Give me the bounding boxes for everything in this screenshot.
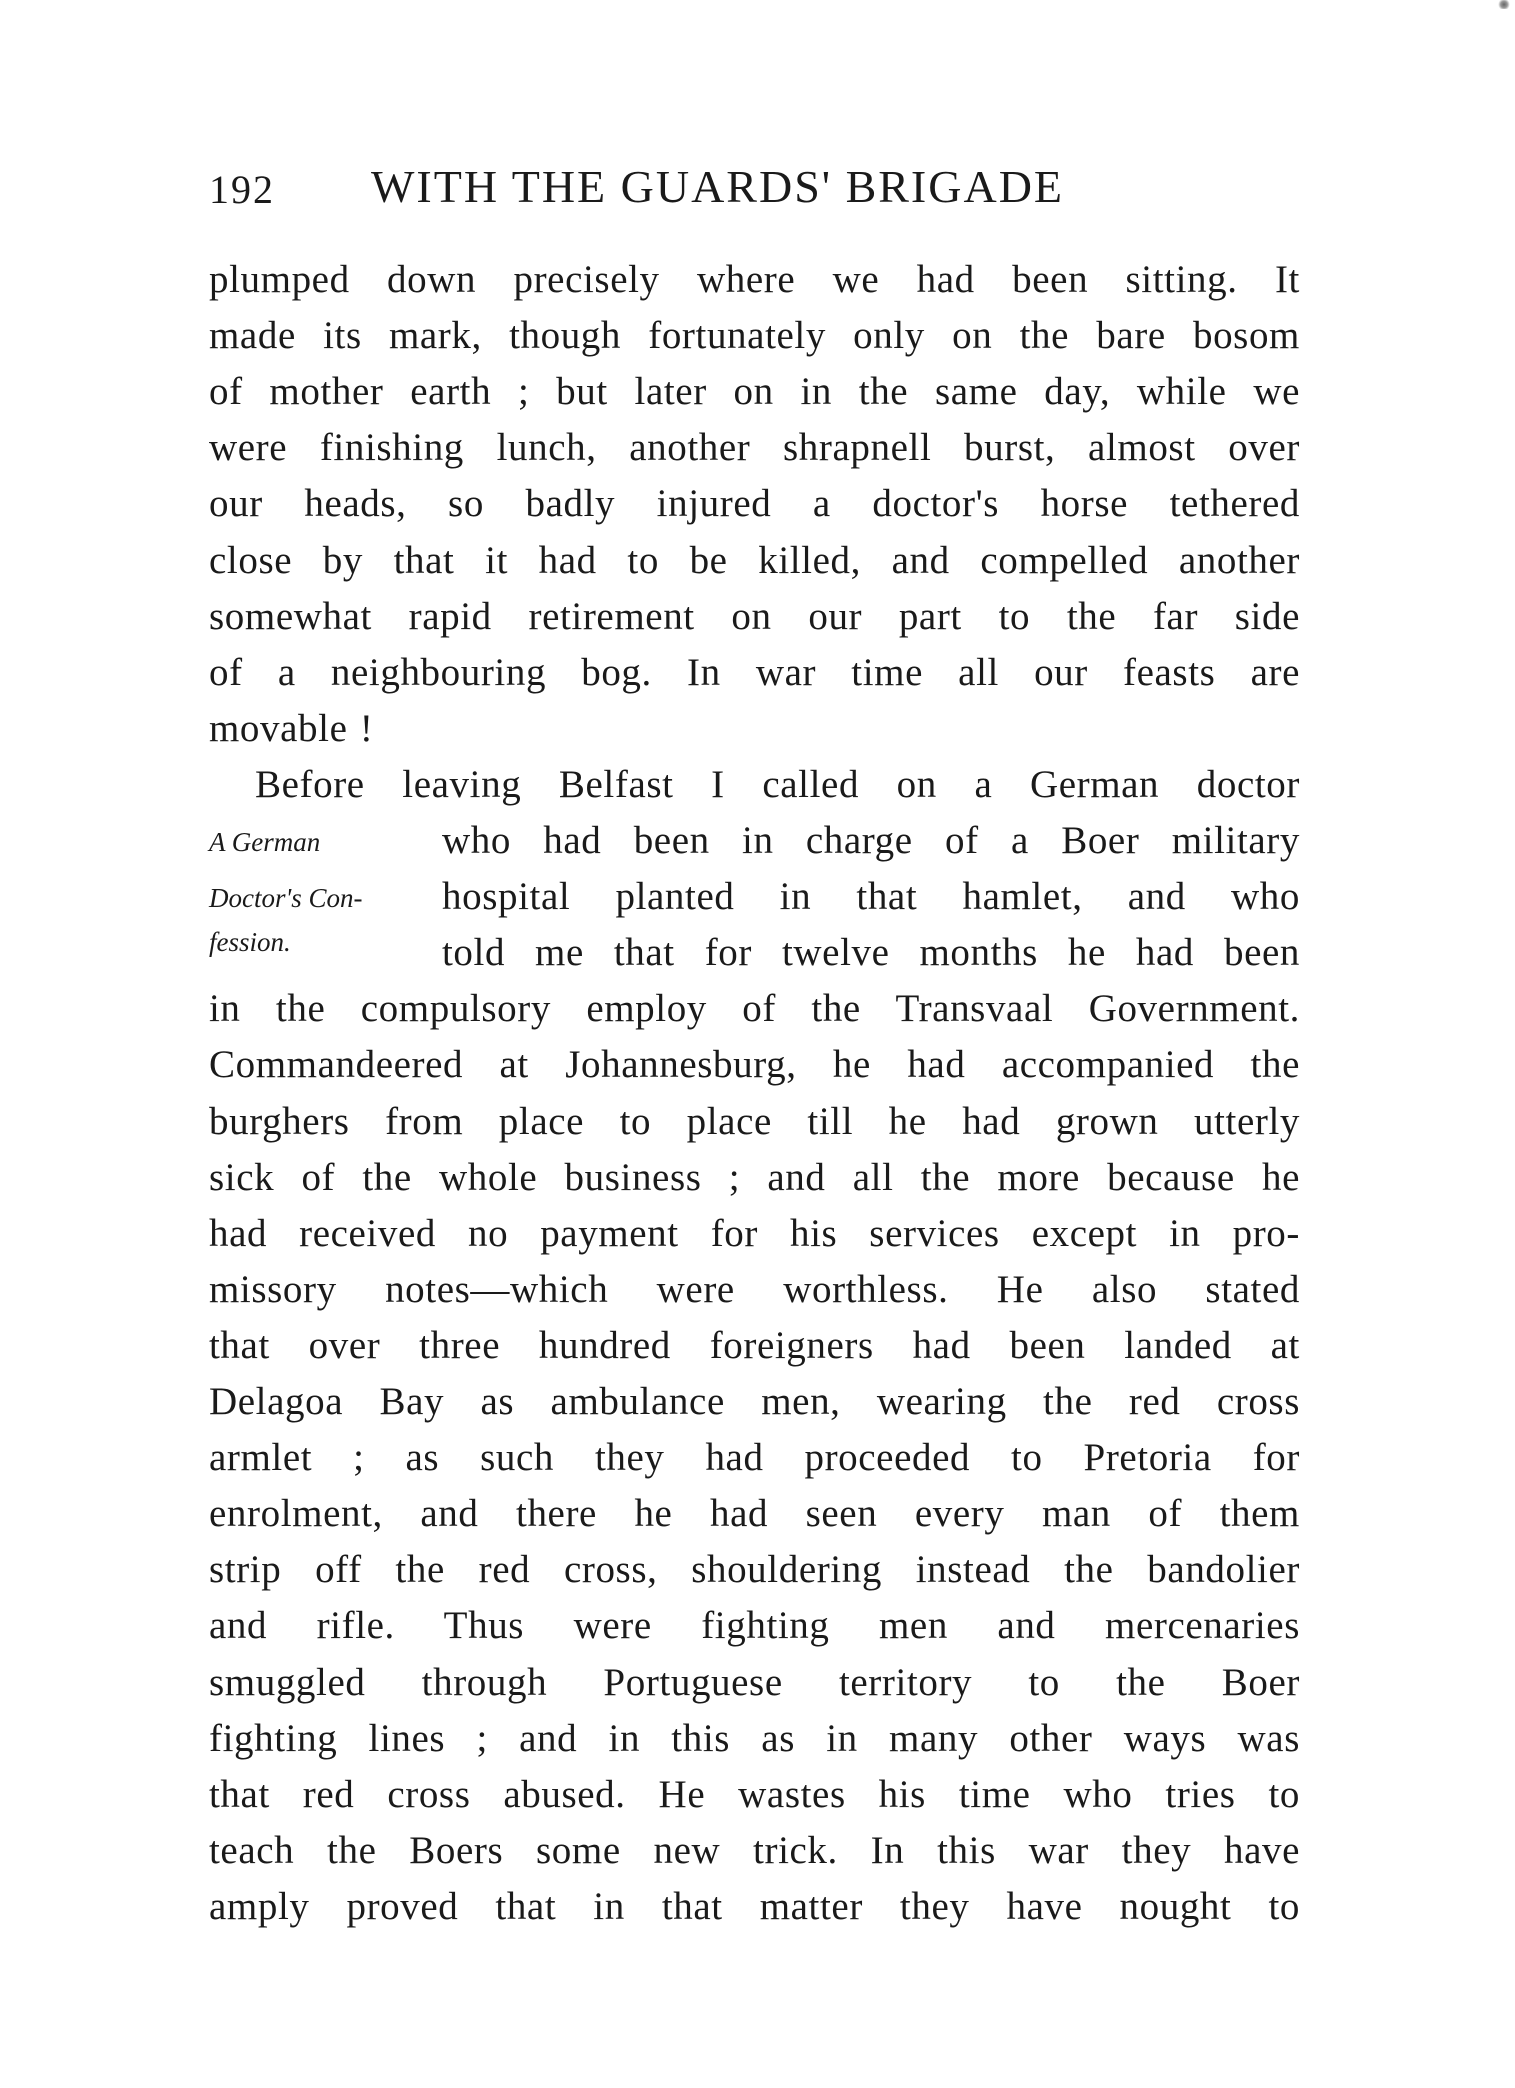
text-line: sick of the whole business ; and all the more because he (209, 1155, 1300, 1199)
text-line: Before leaving Belfast I called on a German doctor (255, 762, 1300, 806)
text-line: close by that it had to be killed, and compelled another (209, 538, 1300, 582)
margin-note-line: fession. (209, 927, 291, 957)
text-line: who had been in charge of a Boer military (442, 819, 1300, 862)
text-line: Delagoa Bay as ambulance men, wearing the red cross (209, 1380, 1300, 1423)
text-line: of mother earth ; but later on in the same day, while we (209, 370, 1300, 414)
page-number: 192 (209, 167, 275, 212)
scan-smudge (1497, 0, 1511, 9)
text-line: had received no payment for his services except in pro- (209, 1211, 1300, 1255)
text-line: Commandeered at Johannesburg, he had accompanied the (209, 1043, 1300, 1087)
text-line: told me that for twelve months he had been (442, 931, 1300, 975)
text-line: plumped down precisely where we had been sitting. It (209, 258, 1300, 301)
text-line: burghers from place to place till he had grown utterly (209, 1099, 1300, 1143)
text-line: somewhat rapid retirement on our part to the far side (209, 594, 1300, 638)
text-line: that red cross abused. He wastes his time who tries to (209, 1772, 1300, 1816)
text-line: hospital planted in that hamlet, and who (442, 875, 1300, 919)
text-line: in the compulsory employ of the Transvaal Government. (209, 987, 1300, 1031)
text-line: armlet ; as such they had proceeded to Pretoria for (209, 1436, 1300, 1480)
text-line: were finishing lunch, another shrapnell burst, almost over (209, 426, 1300, 470)
margin-note-line: Doctor's Con- (209, 883, 363, 913)
text-line: enrolment, and there he had seen every man of them (209, 1492, 1300, 1536)
text-line: of a neighbouring bog. In war time all our feasts are (209, 650, 1300, 694)
text-line: and rifle. Thus were fighting men and mercenaries (209, 1604, 1300, 1648)
text-line: movable ! (209, 706, 374, 750)
margin-note-line: A German (209, 827, 321, 857)
text-line: smuggled through Portuguese territory to the Boer (209, 1660, 1300, 1704)
text-line: missory notes—which were worthless. He also stated (209, 1267, 1300, 1311)
running-title: WITH THE GUARDS' BRIGADE (371, 161, 1065, 212)
text-line: teach the Boers some new trick. In this war they have (209, 1828, 1300, 1872)
text-line: fighting lines ; and in this as in many other ways was (209, 1716, 1300, 1760)
text-line: amply proved that in that matter they have nought to (209, 1884, 1300, 1928)
running-header (209, 160, 1300, 216)
text-line: our heads, so badly injured a doctor's horse tethered (209, 482, 1300, 526)
text-line: made its mark, though fortunately only on the bare bosom (209, 314, 1300, 358)
text-line: that over three hundred foreigners had been landed at (209, 1323, 1300, 1367)
text-line: strip off the red cross, shouldering instead the bandolier (209, 1548, 1300, 1592)
